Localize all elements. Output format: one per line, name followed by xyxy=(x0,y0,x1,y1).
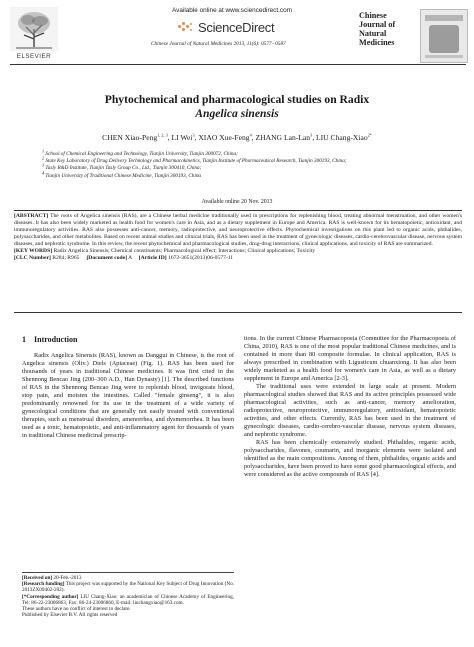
journal-title-line: Medicines xyxy=(359,38,395,47)
elsevier-tree-icon xyxy=(10,7,58,51)
footnotes xyxy=(22,575,234,618)
article-id-value: 1672-3651(2013)06-0577-11 xyxy=(168,255,234,262)
intro-right-column xyxy=(244,335,456,479)
doc-code-value: A xyxy=(128,255,132,262)
author: LI Wei$^3$ xyxy=(171,132,195,142)
available-online-date: Available online 20 Nov. 2013 xyxy=(201,199,273,205)
sciencedirect-dots-icon xyxy=(178,21,194,33)
clc-label: [CLC Number] xyxy=(14,255,51,262)
affiliation-item: $^1$ School of Chemical Engineering and Technology, Tianjin University, Tianjin 300072, China; xyxy=(42,148,238,157)
author: XIAO Xue-Feng$^4$ xyxy=(198,132,252,142)
clc-value: R284; R965 xyxy=(52,255,80,262)
journal-title-line: Journal of xyxy=(359,20,396,29)
doc-code-label: [Document code] xyxy=(86,255,127,262)
intro-paragraph: tions. In the current Chinese Pharmacopoeia (Committee for the Pharmacopoeia of China, 2010), RAS is one of the most popular traditional Chinese medicines, and is contained in more than 80 composite formulae. In clinical application, RAS is always prescribed in combination with Ligusticum chuanxiong. It has also been widely marketed as a health food for women's care in Asia, as well as a dietary supplement in Europe and America [2-3]. xyxy=(244,335,456,382)
abstract-paragraph xyxy=(14,213,462,248)
abstract-top-rule xyxy=(14,210,462,211)
abstract-label: [ABSTRACT] xyxy=(14,213,49,219)
author-list: CHEN Xiao-Peng$^{1, 2, 3}$, LI Wei$^3$, XIAO Xue-Feng$^4$, ZHANG Lan-Lan$^3$, LIU Chang-Xiao$^{2*}$ xyxy=(102,132,372,142)
affiliation-item: $^3$ Tasly R&D Institute, Tianjin Tasly Group Co., Ltd., Tianjin 300410, China; xyxy=(42,162,202,172)
abstract-bottom-rule xyxy=(14,312,462,313)
keywords-label: [KEY WORDS] xyxy=(14,248,53,255)
header-rule xyxy=(10,64,466,65)
intro-paragraph: The traditional uses were extended in large scale at present. Modern pharmacological studies showed that RAS and its active principles possessed wide pharmacological activities, such as anti-cancer, memory amelioration, radioprotective, neuroprotective, immunoregulatory, antioxidant, hematopoietic activities, and other effects. Currently, RAS has been used in the treatment of gynecologic diseases, cardio-cerebro-vascular disease, nervous system diseases, and nephrotic syndrome. xyxy=(244,383,456,438)
footnote-corresponding-author: [*Corresponding author] LIU Chang-Xiao: an academician of Chinese Academy of Engineering, Tel: 86-22-23006863, Fax: 86-24-23006860, E-mail: liuchangxiao@163.com. xyxy=(22,593,234,606)
affiliations xyxy=(42,148,434,179)
article-id-label: [Article ID] xyxy=(138,255,167,262)
journal-title-line: Natural xyxy=(359,29,387,38)
journal-title-line: Chinese xyxy=(359,11,387,20)
publisher-name: ELSEVIER xyxy=(16,53,52,60)
author: LIU Chang-Xiao$^{2*}$ xyxy=(315,132,372,142)
intro-left-column xyxy=(22,352,234,440)
article-title-line-1: Phytochemical and pharmacological studies on Radix xyxy=(104,93,370,106)
footnote-conflict: These authors have no conflict of interest to declare. xyxy=(22,606,131,613)
journal-cover-thumbnail xyxy=(420,9,468,63)
affiliation-item: $^2$ State Key Laboratory of Drug Delivery Technology and Pharmacokinetics, Tianjin Institute of Pharmaceutical Research, Tianjin 300193, China; xyxy=(42,155,347,165)
article-title xyxy=(20,93,454,121)
clc-line xyxy=(14,255,462,262)
sciencedirect-wordmark: ScienceDirect xyxy=(198,19,275,35)
elsevier-logo xyxy=(10,7,58,51)
abstract-text: The roots of Angelica sinensis (RAS), are a Chinese herbal medicine traditionally used in prescriptions for replenishing blood, treating abnormal menstruation, and other women's diseases. It has also been widely marketed as health food for women's care in Asia, and as a dietary supplement in Europe and America. RAS is well-known for its hematopoietic, antioxidant, and immunoregulatory activities. RAS also possesses anti-cancer, memory, radioprotective, and neuroprotective effects. Phytochemical investigations on this plant led to organic acids, phthalides, polysaccharides, and other metabolites. Based on recent animal studies and clinical trials, RAS has been used in the treatment of gynecologic diseases, cardio-cerebrovascular disease, nervous system diseases, and nephrotic syndrome. In this review, the recent phytochemical and pharmacological studies, drug-drug interactions, clinical applications, and toxicity of RAS are summarized. xyxy=(14,213,462,247)
keywords-text: Radix Angelica Sinensis; Chemical constituents; Pharmacological effect; Interactions; Clinical applications; Toxicity xyxy=(53,248,316,255)
journal-citation: Chinese Journal of Natural Medicines 2013, 11(6): 0577−0587 xyxy=(151,41,286,47)
author: ZHANG Lan-Lan$^3$ xyxy=(255,132,313,142)
footnote-funding: [Research funding] This project was supported by the National Key Subject of Drug Innovation (No. 2013ZX09402-202). xyxy=(22,581,234,594)
abstract-block xyxy=(14,213,462,262)
section-heading-introduction: 1 Introduction xyxy=(22,335,78,344)
article-title-line-2: Angelica sinensis xyxy=(195,107,279,120)
footnote-publisher: Published by Elsevier B.V. All rights reserved xyxy=(22,612,118,619)
keywords-line xyxy=(14,248,462,255)
affiliation-item: $^4$ Tianjin University of Traditional Chinese Medicine, Tianjin 300193, China xyxy=(42,169,202,179)
journal-title-box xyxy=(359,11,417,47)
footnote-rule xyxy=(22,572,234,573)
available-online-text: Available online at www.sciencedirect.com xyxy=(172,7,292,14)
sciencedirect-logo xyxy=(178,18,274,34)
intro-paragraph: RAS has been chemically extensively studied. Phthalides, organic acids, polysaccharides, flavones, coumarin, and inorganic elements were isolated and identified as the main compositions. Among of them, phthalides, organic acids and polysaccharides, have been proved to have some good pharmacological effects, and were considered as the active compounds of RAS [4]. xyxy=(244,439,456,478)
footnote-received: [Received on] 20-Feb.-2013 xyxy=(22,575,82,581)
intro-paragraph: Radix Angelica Sinensis (RAS), known as Danggui in Chinese, is the root of Angelica sinensis (Oliv.) Diels (Apiaceae) (Fig. 1). RAS has been used for thousands of years in traditional Chinese medicines. It was first cited in the Shennong Bencao Jing (200–300 A.D., Han Dynasty) [1]. The described functions of RAS in the Shennong Bencao Jing were to replenish blood, invigorate blood, stop pain, and moisten the intestines. Called "female ginseng", it is also predominantly renowned for its use in the treatment of a wide variety of gynecological conditions that are generally not easily treated with conventional therapies, such as menstrual disorders, amenorrhea, and dysmenorrhea. It has been used as a tonic, hematopoietic, and anti-inflammatory agent for thousands of years in traditional Chinese medicinal prescrip- xyxy=(22,352,234,439)
author: CHEN Xiao-Peng$^{1, 2, 3}$ xyxy=(102,132,168,142)
